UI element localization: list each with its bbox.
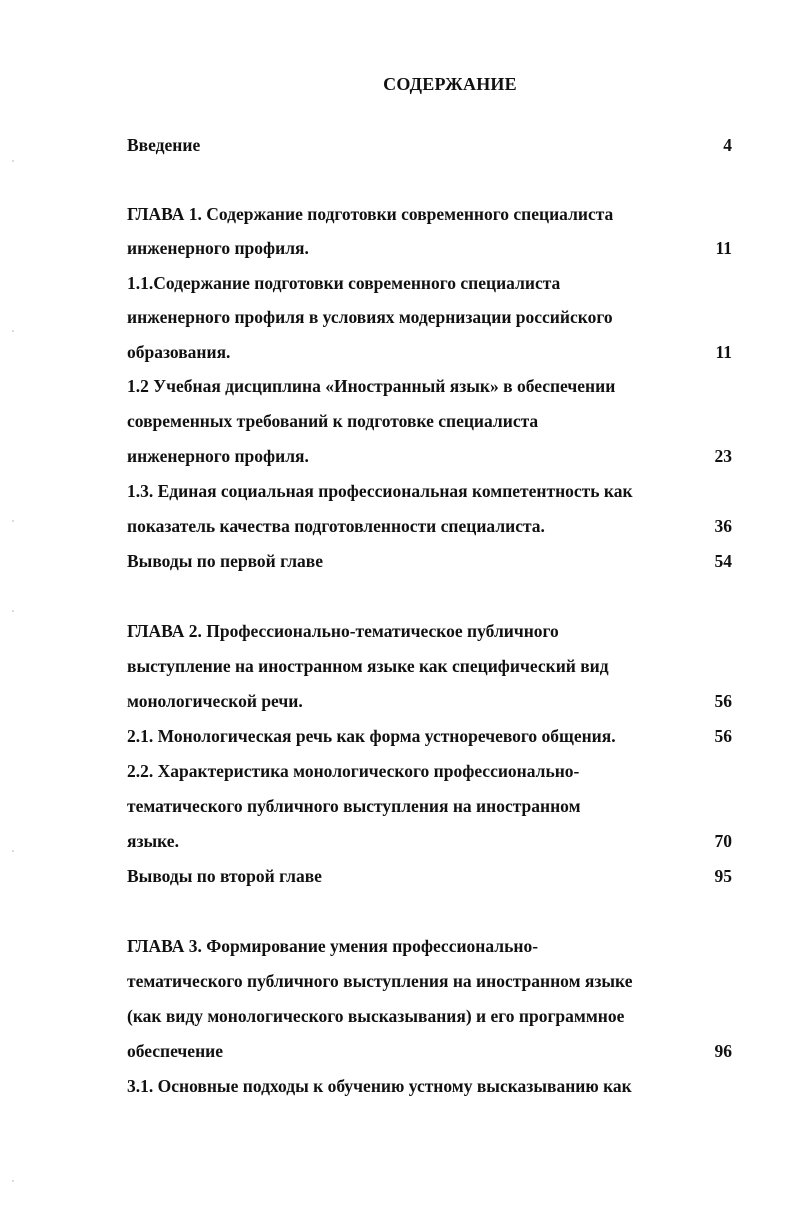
toc-line: тематического публичного выступления на иностранном	[127, 796, 581, 816]
toc-line: выступление на иностранном языке как специфический вид	[127, 656, 609, 676]
scan-speck	[12, 850, 14, 852]
toc-line: 1.1.Содержание подготовки современного специалиста	[127, 273, 561, 293]
toc-line: инженерного профиля.	[127, 238, 309, 258]
toc-page-number: 11	[715, 238, 732, 258]
toc-page-number: 36	[714, 516, 732, 536]
scan-speck	[12, 1180, 14, 1182]
toc-page-number: 4	[723, 135, 732, 155]
toc-line: 3.1. Основные подходы к обучению устному высказыванию как	[127, 1076, 632, 1096]
page-title: СОДЕРЖАНИЕ	[383, 74, 517, 94]
toc-page-number: 54	[714, 551, 732, 571]
toc-page-number: 96	[714, 1041, 732, 1061]
scan-speck	[12, 610, 14, 612]
toc-line: (как виду монологического высказывания) и его программное	[127, 1006, 625, 1026]
scan-speck	[12, 330, 14, 332]
toc-line: Выводы по второй главе	[127, 866, 322, 886]
toc-line: 1.3. Единая социальная профессиональная компетентность как	[127, 481, 633, 501]
toc-line: 2.2. Характеристика монологического профессионально-	[127, 761, 580, 781]
toc-line: Введение	[127, 135, 201, 155]
toc-line: обеспечение	[127, 1041, 224, 1061]
toc-line: 2.1. Монологическая речь как форма устноречевого общения.	[127, 726, 616, 746]
toc-line: Выводы по первой главе	[127, 551, 323, 571]
toc-page-number: 56	[714, 726, 732, 746]
toc-line: инженерного профиля в условиях модернизации российского	[127, 307, 613, 327]
toc-line: монологической речи.	[127, 691, 303, 711]
toc-line: образования.	[127, 342, 231, 362]
scan-speck	[12, 160, 14, 162]
toc-page-number: 23	[714, 446, 732, 466]
toc-line: 1.2 Учебная дисциплина «Иностранный язык» в обеспечении	[127, 376, 616, 396]
scan-speck	[12, 520, 14, 522]
toc-page-number: 95	[714, 866, 732, 886]
toc-line: языке.	[127, 831, 179, 851]
toc-line: инженерного профиля.	[127, 446, 309, 466]
toc-line: ГЛАВА 1. Содержание подготовки современного специалиста	[127, 204, 614, 224]
toc-line: современных требований к подготовке специалиста	[127, 411, 539, 431]
toc-page-number: 56	[714, 691, 732, 711]
toc-page-number: 11	[715, 342, 732, 362]
toc-line: ГЛАВА 2. Профессионально-тематическое публичного	[127, 621, 559, 641]
toc-line: показатель качества подготовленности специалиста.	[127, 516, 545, 536]
toc-line: ГЛАВА 3. Формирование умения профессионально-	[127, 936, 539, 956]
toc-line: тематического публичного выступления на иностранном языке	[127, 971, 633, 991]
toc-page-number: 70	[714, 831, 732, 851]
